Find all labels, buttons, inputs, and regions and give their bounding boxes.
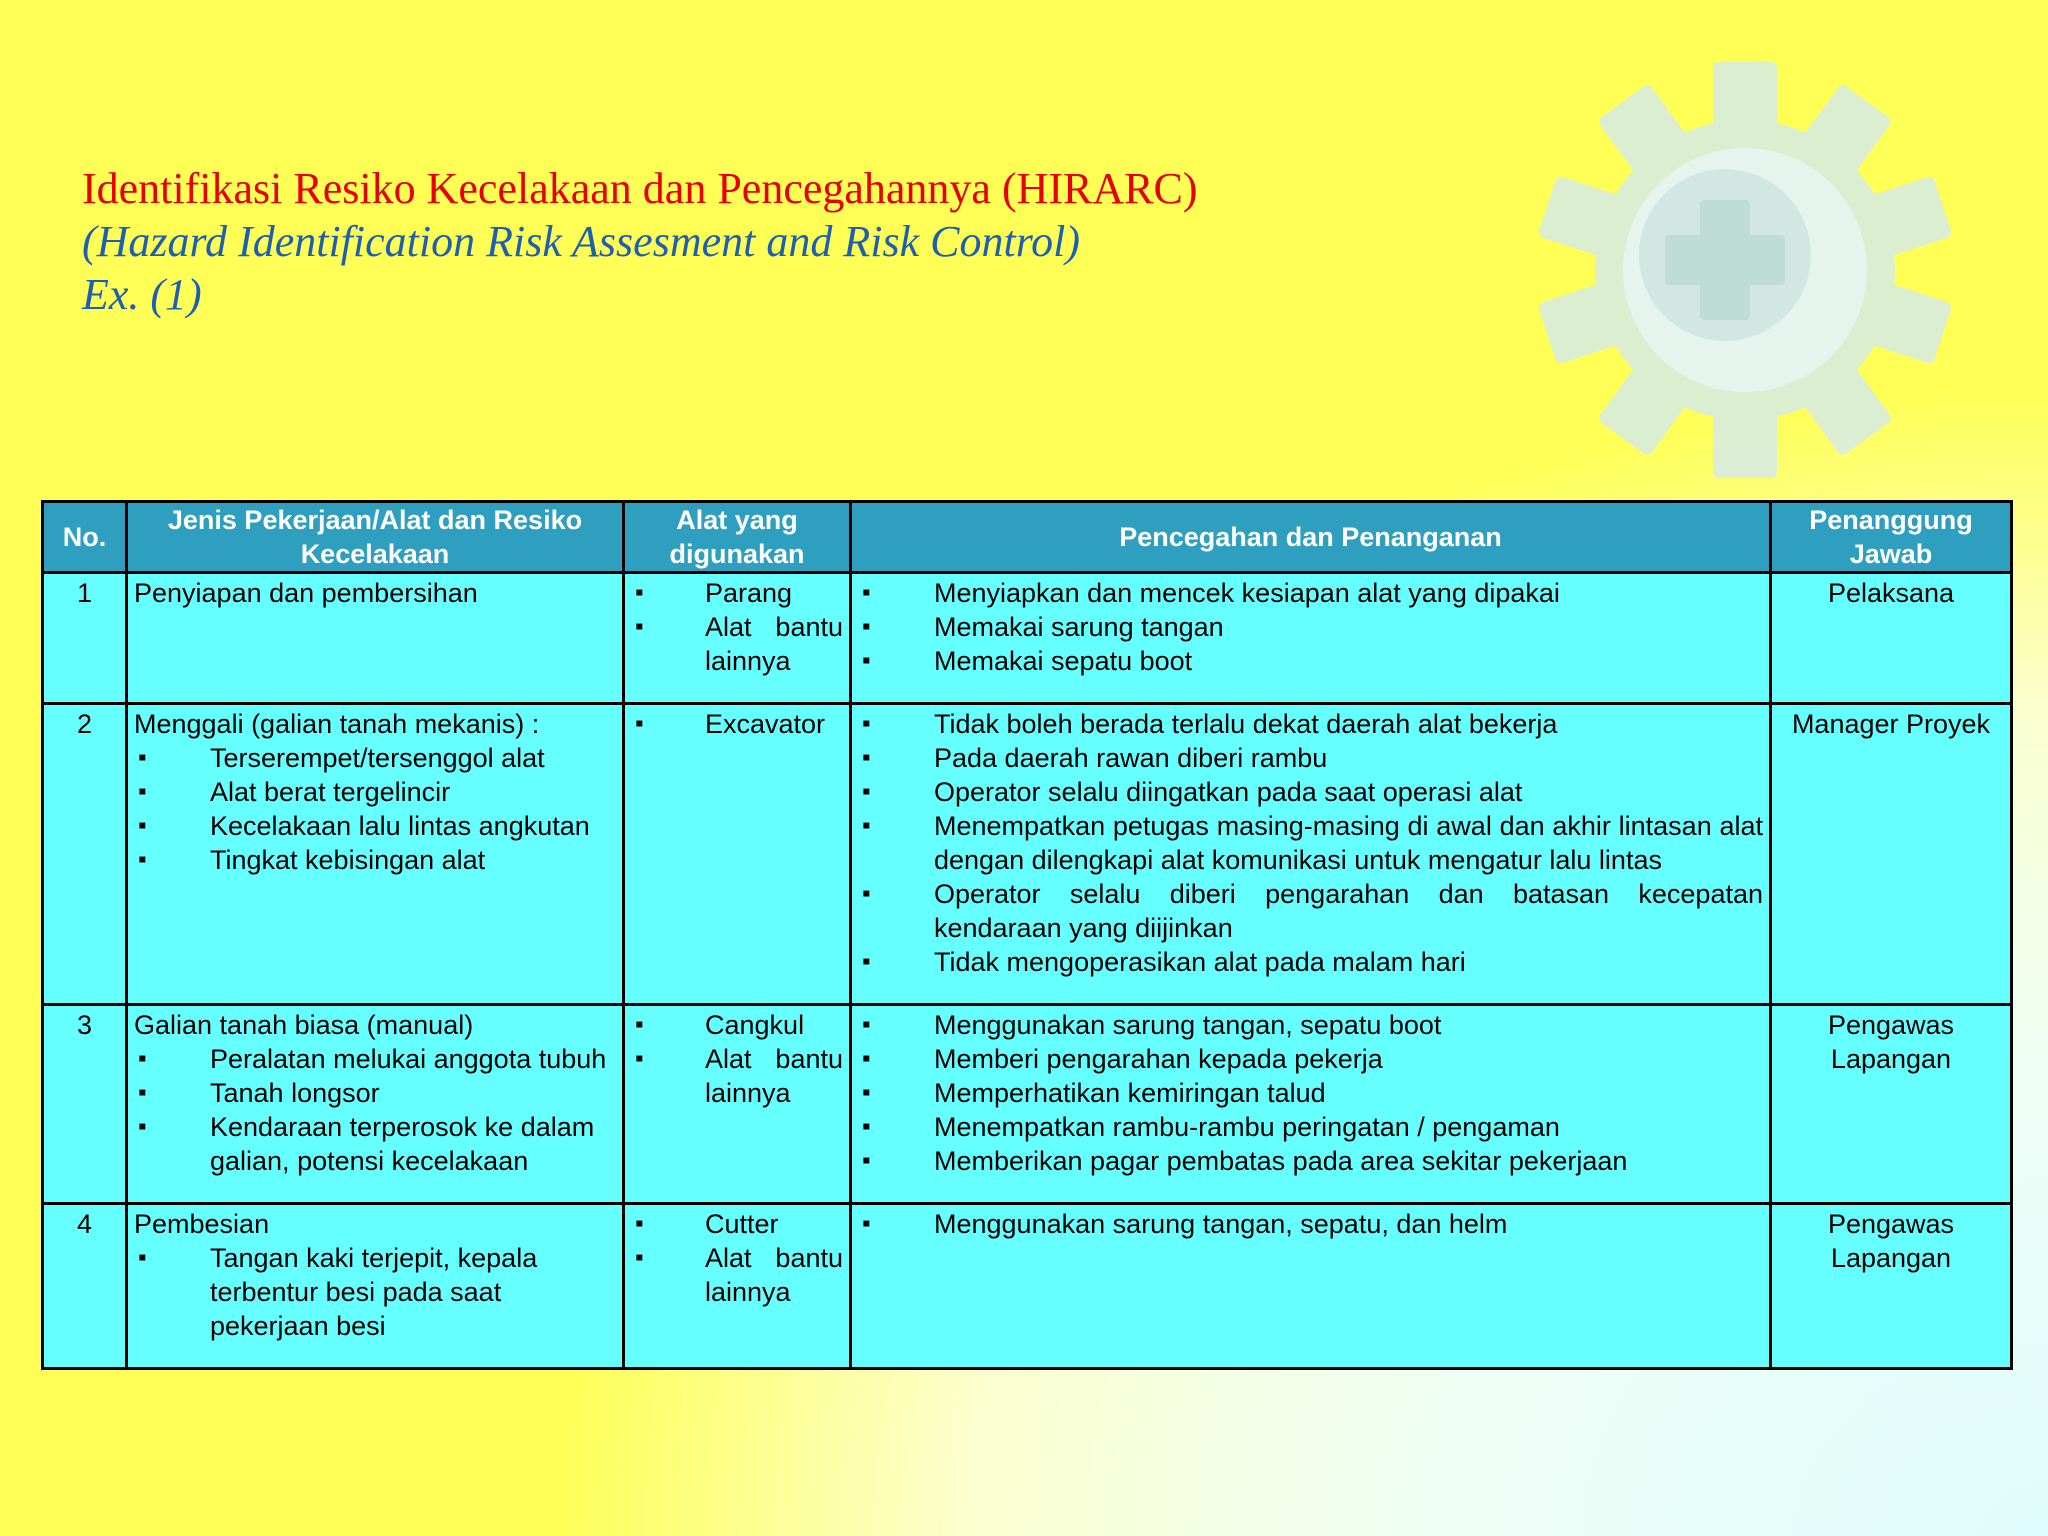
risk-item: ▪ Kecelakaan lalu lintas angkutan — [134, 809, 616, 843]
prevention-cell — [851, 1005, 1771, 1204]
tools-cell — [624, 704, 851, 1005]
bullet-list — [631, 707, 843, 741]
job-name: Pembesian — [134, 1209, 270, 1239]
responsible-cell: Pengawas Lapangan — [1771, 1005, 2012, 1204]
prevention-item: ▪ Memakai sepatu boot — [858, 644, 1763, 678]
responsible-cell: Pengawas Lapangan — [1771, 1204, 2012, 1369]
table-row — [43, 1005, 2012, 1204]
risk-item: ▪ Peralatan melukai anggota tubuh — [134, 1042, 616, 1076]
row-number: 3 — [43, 1005, 127, 1204]
prevention-item: ▪ Menyiapkan dan mencek kesiapan alat yang dipakai — [858, 576, 1763, 610]
hirarc-table — [41, 500, 2013, 1370]
table-row — [43, 573, 2012, 704]
gear-cross-icon — [1530, 55, 1960, 485]
tool-item: ▪ Excavator — [631, 707, 843, 741]
prevention-item: ▪ Menggunakan sarung tangan, sepatu boot — [858, 1008, 1763, 1042]
bullet-list — [858, 1008, 1763, 1178]
bullet-list — [858, 1207, 1763, 1241]
row-number: 4 — [43, 1204, 127, 1369]
prevention-item: ▪ Tidak mengoperasikan alat pada malam hari — [858, 945, 1763, 979]
responsible-cell: Pelaksana — [1771, 573, 2012, 704]
page-title: Identifikasi Resiko Kecelakaan dan Pencegahannya (HIRARC) — [82, 164, 1198, 213]
table-row — [43, 1204, 2012, 1369]
job-name: Penyiapan dan pembersihan — [134, 578, 478, 608]
risk-item: ▪ Alat berat tergelincir — [134, 775, 616, 809]
job-cell — [127, 1005, 624, 1204]
prevention-item: ▪ Memakai sarung tangan — [858, 610, 1763, 644]
risk-item: ▪ Tanah longsor — [134, 1076, 616, 1110]
table-header-row — [43, 502, 2012, 573]
prevention-cell — [851, 704, 1771, 1005]
table-row — [43, 704, 2012, 1005]
header-no: No. — [43, 502, 127, 573]
row-number: 2 — [43, 704, 127, 1005]
bullet-list — [134, 1042, 616, 1178]
page-subtitle: (Hazard Identification Risk Assesment and Risk Control) — [82, 217, 1081, 266]
risk-item: ▪ Terserempet/tersenggol alat — [134, 741, 616, 775]
header-prevention: Pencegahan dan Penanganan — [851, 502, 1771, 573]
risk-item: ▪ Tingkat kebisingan alat — [134, 843, 616, 877]
tools-cell — [624, 1204, 851, 1369]
tools-cell — [624, 1005, 851, 1204]
example-label: Ex. (1) — [82, 270, 202, 319]
bullet-list — [631, 576, 843, 678]
header-job: Jenis Pekerjaan/Alat dan Resiko Kecelakaan — [127, 502, 624, 573]
risk-item: ▪ Kendaraan terperosok ke dalam galian, potensi kecelakaan — [134, 1110, 616, 1178]
tool-item: ▪ Parang — [631, 576, 843, 610]
prevention-item: ▪ Pada daerah rawan diberi rambu — [858, 741, 1763, 775]
responsible-cell: Manager Proyek — [1771, 704, 2012, 1005]
risk-item: ▪ Tangan kaki terjepit, kepala terbentur besi pada saat pekerjaan besi — [134, 1241, 616, 1343]
prevention-item: ▪ Menempatkan petugas masing-masing di awal dan akhir lintasan alat dengan dilengkapi alat komunikasi untuk mengatur lalu lintas — [858, 809, 1763, 877]
bullet-list — [858, 707, 1763, 979]
bullet-list — [134, 741, 616, 877]
prevention-item: ▪ Memperhatikan kemiringan talud — [858, 1076, 1763, 1110]
prevention-cell — [851, 1204, 1771, 1369]
bullet-list — [631, 1207, 843, 1309]
bullet-list — [858, 576, 1763, 678]
job-cell — [127, 1204, 624, 1369]
row-number: 1 — [43, 573, 127, 704]
tool-item: ▪ Alat bantu lainnya — [631, 1042, 843, 1110]
prevention-item: ▪ Tidak boleh berada terlalu dekat daerah alat bekerja — [858, 707, 1763, 741]
prevention-item: ▪ Memberikan pagar pembatas pada area sekitar pekerjaan — [858, 1144, 1763, 1178]
job-name: Menggali (galian tanah mekanis) : — [134, 709, 540, 739]
tool-item: ▪ Cutter — [631, 1207, 843, 1241]
tool-item: ▪ Cangkul — [631, 1008, 843, 1042]
header-tools: Alat yang digunakan — [624, 502, 851, 573]
bullet-list — [134, 1241, 616, 1343]
prevention-item: ▪ Menggunakan sarung tangan, sepatu, dan helm — [858, 1207, 1763, 1241]
tools-cell — [624, 573, 851, 704]
tool-item: ▪ Alat bantu lainnya — [631, 1241, 843, 1309]
tool-item: ▪ Alat bantu lainnya — [631, 610, 843, 678]
job-cell — [127, 704, 624, 1005]
job-cell — [127, 573, 624, 704]
title-block — [82, 162, 1198, 321]
prevention-item: ▪ Operator selalu diingatkan pada saat operasi alat — [858, 775, 1763, 809]
prevention-cell — [851, 573, 1771, 704]
prevention-item: ▪ Memberi pengarahan kepada pekerja — [858, 1042, 1763, 1076]
prevention-item: ▪ Menempatkan rambu-rambu peringatan / pengaman — [858, 1110, 1763, 1144]
job-name: Galian tanah biasa (manual) — [134, 1010, 474, 1040]
bullet-list — [631, 1008, 843, 1110]
prevention-item: ▪ Operator selalu diberi pengarahan dan batasan kecepatan kendaraan yang diijinkan — [858, 877, 1763, 945]
header-responsible: Penanggung Jawab — [1771, 502, 2012, 573]
